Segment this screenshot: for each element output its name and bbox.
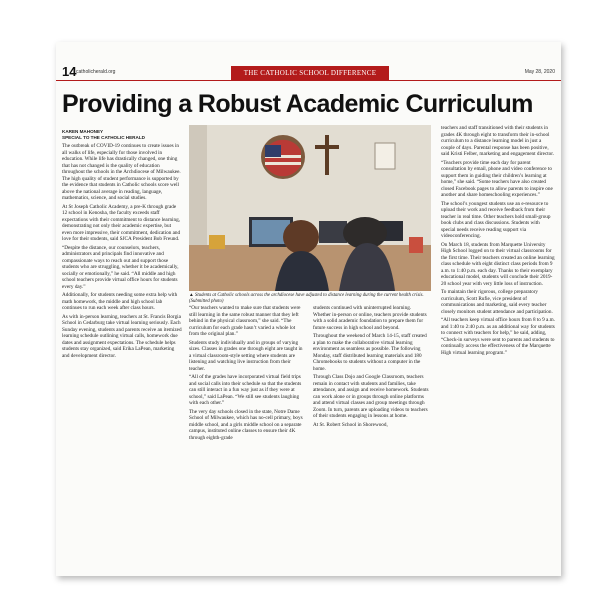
column-1 [62, 143, 182, 361]
paragraph: students continued with uninterrupted learning. Whether in-person or online, teachers provide students with a solid academic foundation to prepare them for future success in high school and beyond. [313, 305, 427, 331]
paragraph: Through Class Dojo and Google Classroom, teachers remain in contact with students and families, take attendance, and assign and receive homework. Students can work alone or in groups through online platforms and attend virtual classes and group meetings through Zoom. In turn, parents are uploading videos to teachers of their students engaging in lessons at home. [313, 374, 429, 419]
caption-text: Students at Catholic schools across the archdiocese have adjusted to distance learning during the current health crisis. (Submitted photo) [189, 293, 424, 304]
paragraph: The very day schools closed in the state, Notre Dame School of Milwaukee, which has no-cell primary, boys middle school, and a girls middle school on a separate campus, instituted online classes to ensure their 4K through eighth-grade [189, 408, 303, 441]
issue-date: May 28, 2020 [524, 69, 555, 75]
byline [62, 129, 182, 141]
column-4 [441, 125, 555, 358]
paragraph: “Teachers provide time each day for parent consultation by email, phone and video conference to support them in guiding their children’s learning at home,” she said. “Some teachers have also created closed Facebook pages to allow parents to inspire one another and share homeschooling experiences.” [441, 159, 553, 198]
byline-name: KAREN MAHONEY [62, 129, 104, 134]
paragraph: At St. Robert School in Shorewood, [313, 421, 388, 428]
paragraph: “All teachers keep virtual office hours from 8 to 9 a.m. and 1:40 to 2:40 p.m. as an additional way for students to connect with teachers for help,” he said, adding, “Check-in surveys were sent to parents and students to continually access the effectiveness of the Marquette High virtual learning program.” [441, 317, 555, 356]
paragraph: To maintain their rigorous, college preparatory curriculum, Scott Rufie, vice president of communications and marketing, said every teacher closely monitors student attendance and participation. [441, 289, 553, 315]
paragraph: “Despite the distance, our counselors, teachers, administrators and principals find innovative and compassionate ways to reach out and support those students who are struggling, whether it be academically, socially or emotionally,” he said. “All middle and high school teachers provide virtual office hours for students every day.” [62, 244, 179, 290]
paragraph: As with in-person learning, teachers at St. Francis Borgia School in Cedarburg take virtual learning seriously. Each Sunday evening, students and parents receive an itemized learning schedule outlining virtual calls, homework due dates and assignment expectations. The schedule helps students stay organized, said Erika LaPean, marketing and development director. [62, 313, 182, 359]
paragraph: Additionally, for students needing some extra help with math homework, the middle and high school lab continues to run each week after class hours. [62, 292, 178, 311]
newspaper-page [56, 42, 561, 576]
column-2 [189, 305, 306, 443]
paragraph: On March 18, students from Marquette University High School logged on to their virtual classrooms for the first time. Their teachers created an online learning class schedule with eight distinct class periods from 9 a.m. to 1:40 p.m. each day. Thanks to their exemplary educational model, students will conclude their 2019-20 school year with very little loss of instruction. [441, 241, 555, 287]
paragraph: “All of the grades have incorporated virtual field trips and social calls into their schedule so that the students can still interact in a fun way just as if they were at school,” said LaPean. “We still see students laughing with each other.” [189, 374, 302, 406]
page-number: 14 [62, 64, 77, 79]
section-banner: THE CATHOLIC SCHOOL DIFFERENCE [231, 66, 389, 80]
byline-role: SPECIAL TO THE CATHOLIC HERALD [62, 135, 145, 140]
photo-caption [189, 293, 431, 305]
paragraph: At St Joseph Catholic Academy, a pre-K through grade 12 school in Kenosha, the faculty exceeds staff expectations with their commitment to distance learning, demonstrating not only their academic expertise, but even more impressive, their commitment, dedication and love for their students, said SJCA President Bob Freund. [62, 203, 181, 242]
caption-marker: ▲ [189, 293, 194, 298]
article-photo [189, 125, 431, 291]
paragraph: The school’s youngest students use an e-resource to upload their work and receive feedback from their teacher in real time. Other teachers hold small-group book clubs and class discussions. Students with special needs receive reading support via videoconferencing. [441, 200, 551, 239]
photo-illustration [189, 125, 431, 291]
paragraph: The outbreak of COVID-19 continues to create issues in all walks of life, especially for those involved in education. While life has drastically changed, one thing that has not changed is the quality of education throughout the schools in the Archdiocese of Milwaukee. The high quality of student performance is supported by the evidence that students in Catholic schools score well above the national average in reading, language, mathematics, science, and social studies. [62, 143, 181, 201]
paragraph: Throughout the weekend of March 14-15, staff created a plan to make the collaborative virtual learning environment as seamless as possible. The following Monday, staff distributed learning materials and 180 Chromebooks to students without a computer in the home. [313, 333, 427, 372]
page-header [56, 66, 561, 81]
article-headline: Providing a Robust Academic Curriculum [62, 90, 533, 118]
column-3 [313, 305, 430, 430]
site-url: catholicherald.org [76, 69, 116, 75]
paragraph: “Our teachers wanted to make sure that students were still learning in the same robust manner that they left behind in the physical classroom,” she said. “The curriculum for each grade hasn’t varied a whole lot from the original plan.” [189, 305, 301, 337]
paragraph: Students study individually and in groups of varying sizes. Classes in grades one through eight are taught in a virtual classroom-style setting where students are listening and watching live instruction from their teacher. [189, 339, 303, 372]
paragraph: teachers and staff transitioned with their students in grades 4K through eight to transform their in-school curriculum to a distance learning model in just a couple of days. Parental response has been positive, said Kristi Felber, marketing and engagement director. [441, 125, 555, 157]
